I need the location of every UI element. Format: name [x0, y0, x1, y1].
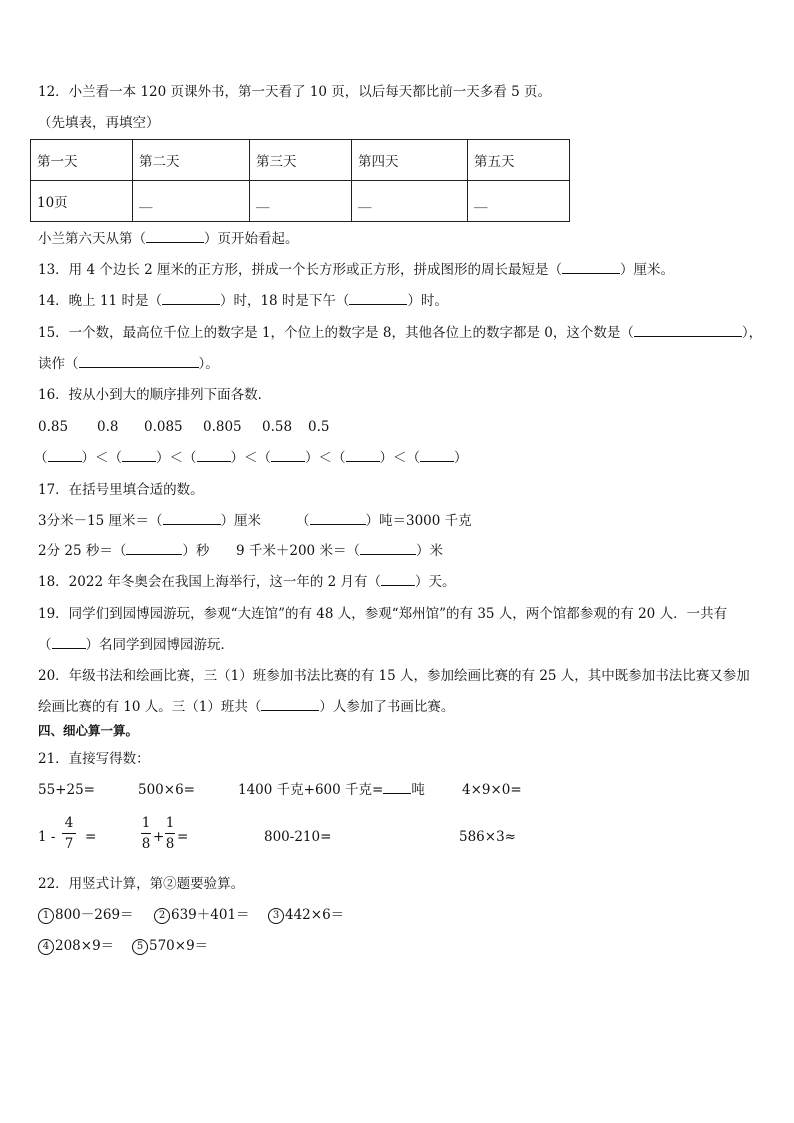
fraction: [62, 815, 76, 852]
q17-item-b: [296, 512, 472, 530]
q22-text: 22．用竖式计算，第②题要验算。: [38, 876, 245, 892]
answer-blank[interactable]: [346, 449, 380, 462]
q12-fill-pre: 小兰第六天从第（: [38, 231, 146, 247]
table-header-cell: 第四天: [352, 140, 468, 181]
q15-b: ），: [741, 325, 763, 341]
equals-sign: =: [177, 829, 189, 845]
q20-line2: [38, 698, 454, 716]
calc-item: 500×6=: [138, 782, 195, 798]
circled-number: 3: [268, 908, 284, 924]
table-row: [31, 181, 570, 222]
less-than-sign: ＜: [169, 450, 183, 466]
answer-blank[interactable]: [562, 261, 620, 274]
q18-post: ）天。: [415, 574, 456, 590]
table-header-cell: 第一天: [31, 140, 133, 181]
circled-number: 4: [38, 939, 54, 955]
fraction-bar: [165, 833, 175, 834]
table-header-cell: 第三天: [250, 140, 352, 181]
q17-a1: 3分米－15 厘米＝（: [38, 513, 163, 529]
table-cell: 10页: [31, 181, 133, 222]
less-than-sign: ＜: [95, 450, 109, 466]
number-item: 0.805: [203, 419, 242, 435]
q15-line1: [38, 324, 762, 342]
answer-blank[interactable]: [162, 292, 220, 305]
q13-pre: 13．用 4 个边长 2 厘米的正方形，拼成一个长方形或正方形，拼成图形的周长最短是（: [38, 262, 563, 278]
fraction-denominator: 8: [141, 836, 151, 852]
calc-item: 800-210=: [264, 829, 332, 845]
calc-item: [238, 781, 425, 799]
paren-open: （: [332, 450, 346, 466]
answer-blank[interactable]: [381, 573, 415, 586]
q12-fill-post: ）页开始看起。: [204, 231, 299, 247]
q12-text: 12．小兰看一本 120 页课外书，第一天看了 10 页，以后每天都比前一天多看 5 页。: [38, 84, 551, 100]
q12-hint: （先填表，再填空）: [38, 115, 160, 131]
paren-close: ）: [81, 450, 95, 466]
q20-line1: 20．年级书法和绘画比赛，三（1）班参加书法比赛的有 15 人，参加绘画比赛的有 25 人，其中既参加书法比赛又参加: [38, 668, 750, 684]
table-row: [31, 140, 570, 181]
calc-expression: 570×9＝: [149, 938, 209, 954]
answer-blank[interactable]: [197, 449, 231, 462]
paren-close: ）: [379, 450, 393, 466]
fraction-denominator: 8: [165, 836, 175, 852]
answer-blank[interactable]: [163, 512, 221, 525]
vertical-calc-item: [38, 937, 114, 955]
q17-c2: ）秒: [182, 543, 210, 559]
table-header-cell: 第二天: [133, 140, 250, 181]
q15-d: ）。: [198, 356, 219, 372]
answer-blank[interactable]: [349, 292, 407, 305]
calc-expression: 800－269＝: [55, 907, 134, 923]
less-than-sign: ＜: [393, 450, 407, 466]
q17-d2: ）米: [415, 543, 443, 559]
vertical-calc-item: [154, 906, 250, 924]
q17-item-d: [236, 542, 443, 560]
q13-line: [38, 261, 674, 279]
calc-expression: 442×6＝: [285, 907, 345, 923]
q17-b1: （: [296, 513, 310, 529]
q14-c: ）时。: [407, 293, 448, 309]
less-than-sign: ＜: [244, 450, 258, 466]
number-item: 0.8: [97, 419, 119, 435]
fraction-numerator: 1: [165, 815, 175, 831]
paren-open: （: [108, 450, 122, 466]
answer-blank[interactable]: [48, 449, 82, 462]
paren-open: （: [34, 450, 48, 466]
answer-blank[interactable]: [79, 355, 199, 368]
less-than-sign: ＜: [318, 450, 332, 466]
fraction: [165, 815, 175, 852]
number-item: 0.085: [144, 419, 183, 435]
paren-close: ）: [156, 450, 170, 466]
answer-blank[interactable]: [383, 781, 411, 794]
circled-number: 1: [38, 908, 54, 924]
calc-item: 4×9×0=: [462, 782, 522, 798]
q12-fill-line: [38, 230, 299, 248]
q17-d1: 9 千米＋200 米＝（: [236, 543, 360, 559]
q15-a: 15．一个数，最高位千位上的数字是 1，个位上的数字是 8，其他各位上的数字都是 0，这个数是（: [38, 325, 634, 341]
vertical-calc-item: [268, 906, 344, 924]
q14-a: 14．晚上 11 时是（: [38, 293, 162, 309]
answer-blank[interactable]: [122, 449, 156, 462]
table-cell[interactable]: __: [250, 181, 352, 222]
calc-item-unit: 吨: [411, 782, 425, 798]
table-cell[interactable]: __: [352, 181, 468, 222]
q16-order-line: [34, 449, 468, 467]
q17-a2: ）厘米: [220, 513, 262, 529]
number-item: 0.85: [38, 419, 69, 435]
answer-blank[interactable]: [360, 542, 416, 555]
q13-post: ）厘米。: [620, 262, 675, 278]
q19-line1: 19．同学们到园博园游玩，参观“大连馆”的有 48 人，参观“郑州馆”的有 35 人，两个馆都参观的有 20 人．一共有: [38, 606, 728, 622]
calc-expression: 208×9＝: [55, 938, 115, 954]
calc-item: 586×3≈: [459, 829, 516, 845]
q19-line2: [38, 636, 234, 654]
calc-item: 55+25=: [38, 782, 95, 798]
fraction-bar: [62, 833, 76, 834]
q16-text: 16．按从小到大的顺序排列下面各数．: [38, 387, 272, 403]
equals-sign: =: [85, 829, 97, 845]
section-heading: 四、细心算一算。: [38, 723, 139, 738]
q18-pre: 18．2022 年冬奥会在我国上海举行，这一年的 2 月有（: [38, 574, 381, 590]
answer-blank[interactable]: [271, 449, 305, 462]
q14-b: ）时，18 时是下午（: [219, 293, 350, 309]
answer-blank[interactable]: [310, 512, 366, 525]
paren-open: （: [406, 450, 420, 466]
fraction-numerator: 1: [141, 815, 151, 831]
fraction: [141, 815, 151, 852]
calc-item: 1 -: [38, 829, 56, 845]
number-item: 0.5: [308, 419, 330, 435]
fraction-denominator: 7: [64, 836, 74, 852]
paren-close: ）: [230, 450, 244, 466]
q21-text: 21．直接写得数：: [38, 751, 150, 767]
q20-line2b: ）人参加了书画比赛。: [319, 699, 455, 715]
plus-sign: +: [153, 829, 165, 845]
q17-item-c: [38, 542, 209, 560]
paren-open: （: [257, 450, 271, 466]
fraction-bar: [141, 833, 151, 834]
paren-close: ）: [305, 450, 319, 466]
q18-line: [38, 573, 456, 591]
vertical-calc-item: [132, 937, 208, 955]
q20-line2a: 绘画比赛的有 10 人。三（1）班共（: [38, 699, 262, 715]
q19-line2-text: ）名同学到园博园游玩．: [85, 637, 234, 653]
answer-blank[interactable]: [146, 230, 204, 243]
table-header-cell: 第五天: [468, 140, 570, 181]
table-cell[interactable]: __: [133, 181, 250, 222]
q17-b2: ）吨＝3000 千克: [365, 513, 472, 529]
table-cell[interactable]: __: [468, 181, 570, 222]
vertical-calc-item: [38, 906, 134, 924]
answer-blank[interactable]: [52, 636, 86, 649]
paren-open: （: [183, 450, 197, 466]
calc-expression: 639＋401＝: [171, 907, 250, 923]
number-item: 0.58: [262, 419, 293, 435]
circled-number: 2: [154, 908, 170, 924]
q17-item-a: [38, 512, 261, 530]
answer-blank[interactable]: [634, 324, 742, 337]
reading-table: [30, 139, 570, 222]
q17-c1: 2分 25 秒＝（: [38, 543, 127, 559]
paren-open: （: [38, 637, 52, 653]
answer-blank[interactable]: [261, 698, 319, 711]
fraction-numerator: 4: [64, 815, 74, 831]
q17-text: 17．在括号里填合适的数。: [38, 482, 204, 498]
q15-line2: [38, 355, 219, 373]
q15-c: 读作（: [38, 356, 79, 372]
paren-close: ）: [454, 450, 468, 466]
q14-line: [38, 292, 448, 310]
calc-item-text: 1400 千克+600 千克=: [238, 782, 384, 798]
circled-number: 5: [132, 939, 148, 955]
answer-blank[interactable]: [126, 542, 182, 555]
answer-blank[interactable]: [420, 449, 454, 462]
